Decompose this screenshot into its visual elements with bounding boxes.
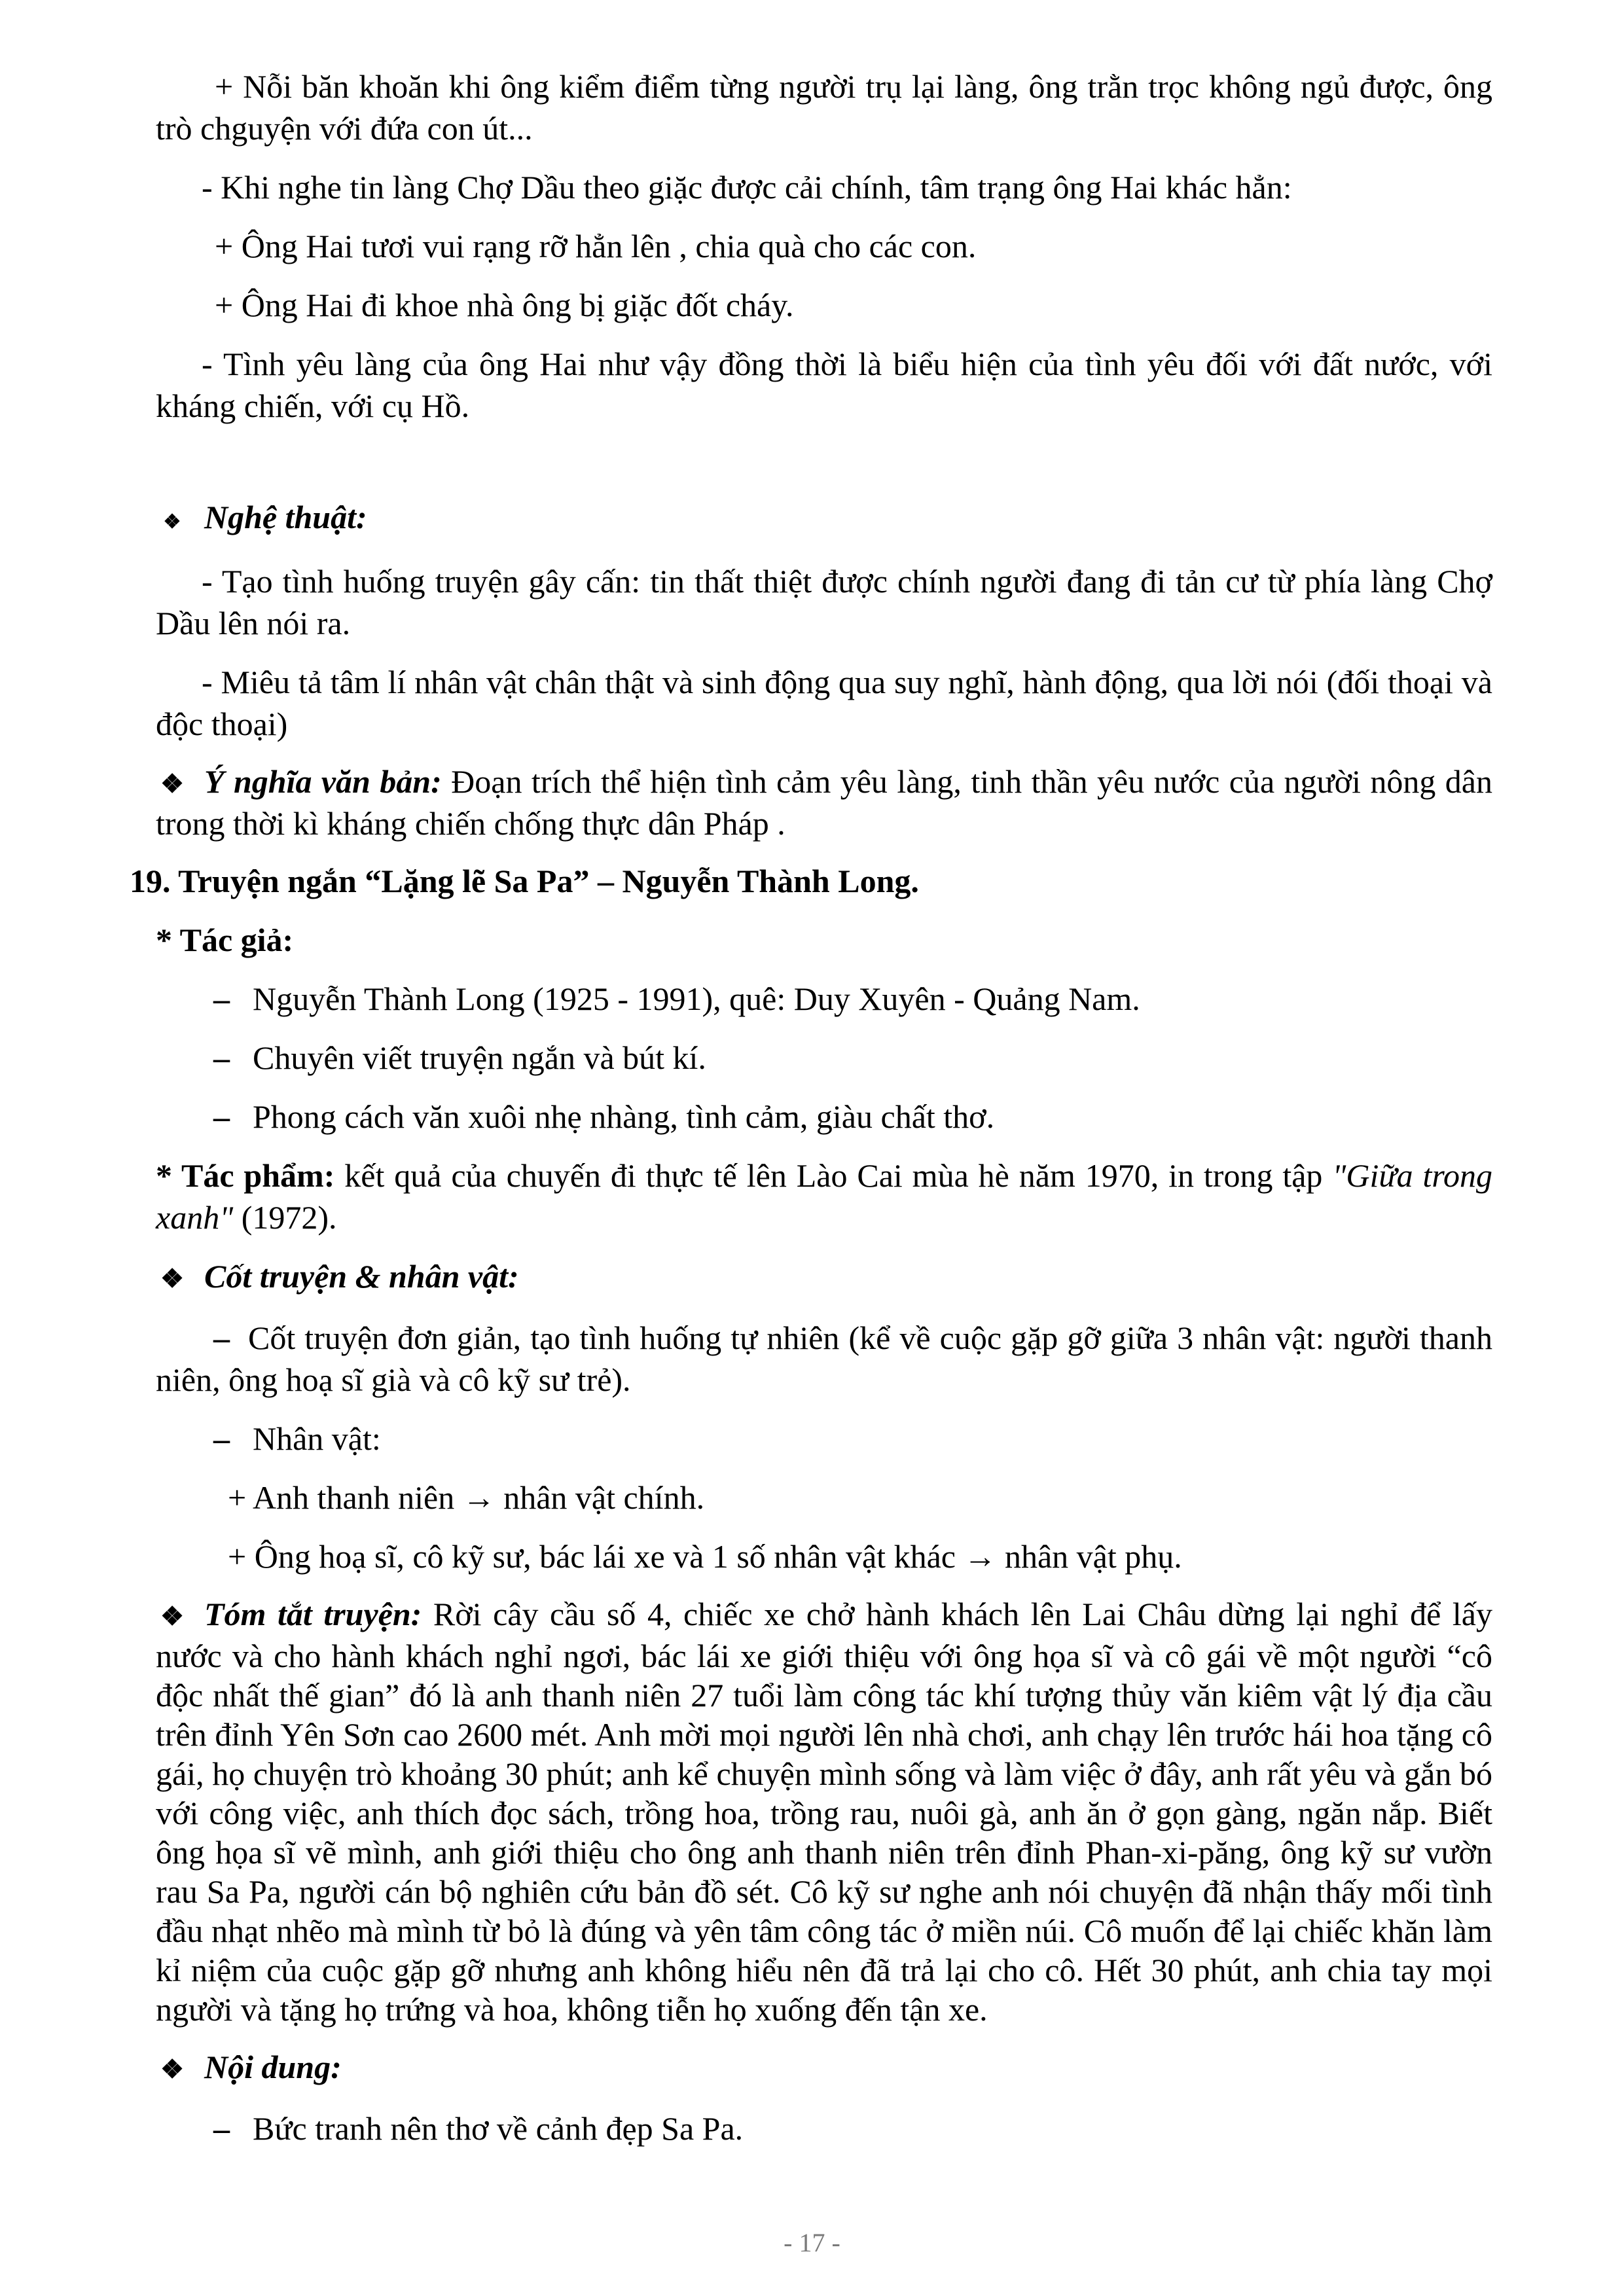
dash-bullet-icon: – xyxy=(213,1098,230,1135)
author-item: – Nguyễn Thành Long (1925 - 1991), quê: Duy Xuyên - Quảng Nam. xyxy=(156,978,1492,1020)
summary-label: Tóm tắt truyện: xyxy=(204,1596,422,1632)
author-item: – Phong cách văn xuôi nhẹ nhàng, tình cảm, giàu chất thơ. xyxy=(156,1096,1492,1138)
diamond-bullet-icon: ❖ xyxy=(163,511,181,533)
paragraph: + Ông Hai đi khoe nhà ông bị giặc đốt cháy. xyxy=(215,287,794,323)
character-item: – Nhân vật: xyxy=(156,1418,1492,1460)
content-item: – Bức tranh nên thơ về cảnh đẹp Sa Pa. xyxy=(156,2108,1492,2149)
meaning-label: Ý nghĩa văn bản: xyxy=(204,763,442,800)
meaning-paragraph xyxy=(156,762,1492,843)
section-heading: 19. Truyện ngắn “Lặng lẽ Sa Pa” – Nguyễn Thành Long. xyxy=(130,863,919,899)
character-main: + Anh thanh niên → nhân vật chính. xyxy=(228,1479,705,1516)
paragraph: - Khi nghe tin làng Chợ Dầu theo giặc được cải chính, tâm trạng ông Hai khác hẳn: xyxy=(202,169,1292,206)
content-heading xyxy=(156,2046,1492,2090)
diamond-bullet-icon: ❖ xyxy=(160,1602,184,1631)
work-label: * Tác phẩm: xyxy=(156,1157,335,1194)
diamond-bullet-icon: ❖ xyxy=(160,769,184,798)
art-heading xyxy=(156,496,1492,543)
meaning-text: Đoạn trích thể hiện tình cảm yêu làng, tinh thần yêu nước của người nông dân trong thời kì kháng chiến chống thực dân Pháp . xyxy=(156,763,1492,842)
content-label: Nội dung: xyxy=(204,2049,342,2085)
work-title: "Giữa trong xanh" xyxy=(156,1157,1493,1236)
plot-item: – Cốt truyện đơn giản, tạo tình huống tự nhiên (kể về cuộc gặp gỡ giữa 3 nhân vật: người thanh niên, ông hoạ sĩ già và cô kỹ sư trẻ). xyxy=(156,1319,1492,1398)
character-side: + Ông hoạ sĩ, cô kỹ sư, bác lái xe và 1 số nhân vật khác → nhân vật phụ. xyxy=(228,1538,1182,1575)
paragraph: + Nỗi băn khoăn khi ông kiểm điểm từng người trụ lại làng, ông trằn trọc không ngủ được, ông trò chguyện với đứa con út... xyxy=(156,68,1492,147)
paragraph: - Tình yêu làng của ông Hai như vậy đồng thời là biểu hiện của tình yêu đối với đất nước, với kháng chiến, với cụ Hồ. xyxy=(156,346,1492,424)
diamond-bullet-icon: ❖ xyxy=(160,2054,184,2084)
plot-heading xyxy=(156,1255,1492,1300)
art-item: - Miêu tả tâm lí nhân vật chân thật và sinh động qua suy nghĩ, hành động, qua lời nói (đối thoại và độc thoại) xyxy=(156,664,1492,742)
plot-label: Cốt truyện & nhân vật: xyxy=(204,1258,519,1295)
dash-bullet-icon: – xyxy=(213,2110,230,2147)
document-page xyxy=(130,65,1493,2166)
diamond-bullet-icon: ❖ xyxy=(160,1264,184,1293)
dash-bullet-icon: – xyxy=(213,980,230,1017)
art-label: Nghệ thuật: xyxy=(204,499,367,535)
author-label: * Tác giả: xyxy=(156,922,294,958)
work-paragraph: * Tác phẩm: kết quả của chuyến đi thực tế lên Lào Cai mùa hè năm 1970, in trong tập "Giữa trong xanh" (1972). xyxy=(156,1157,1493,1236)
dash-bullet-icon: – xyxy=(213,1319,230,1356)
author-item: – Chuyên viết truyện ngắn và bút kí. xyxy=(156,1037,1492,1079)
paragraph: + Ông Hai tươi vui rạng rỡ hẳn lên , chia quà cho các con. xyxy=(215,228,977,264)
summary-paragraph xyxy=(156,1594,1492,2029)
spacer xyxy=(156,444,1492,496)
dash-bullet-icon: – xyxy=(213,1420,230,1457)
summary-text: Rời cây cầu số 4, chiếc xe chở hành khách lên Lai Châu dừng lại nghỉ để lấy nước và cho hành khách nghỉ ngơi, bác lái xe giới thiệu với ông họa sĩ và cô gái về một người “cô độc nhất thế gian” đó là anh thanh niên 27 tuổi làm công tác khí tượng thủy văn kiêm vật lý địa cầu trên đỉnh Yên Sơn cao 2600 mét. Anh mời mọi người lên nhà chơi, anh chạy lên trước hái hoa tặng cô gái, họ chuyện trò khoảng 30 phút; anh kể chuyện mình sống và làm việc ở đây, anh rất yêu và gắn bó với công việc, anh thích đọc sách, trồng hoa, trồng rau, nuôi gà, anh ăn ở gọn gàng, ngăn nắp. Biết ông họa sĩ vẽ mình, anh giới thiệu cho ông anh thanh niên trên đỉnh Phan-xi-păng, ông kỹ sư vườn rau Sa Pa, người cán bộ nghiên cứu bản đồ sét. Cô kỹ sư nghe anh nói chuyện đã nhận thấy mối tình đầu nhạt nhẽo mà mình từ bỏ là đúng và yên tâm công tác ở miền núi. Cô muốn để lại chiếc khăn làm kỉ niệm của cuộc gặp gỡ nhưng anh không hiểu nên đã trả lại cho cô. Hết 30 phút, anh chia tay mọi người và tặng họ trứng và hoa, không tiễn họ xuống đến tận xe. xyxy=(156,1596,1493,2028)
page-number: - 17 - xyxy=(784,2228,840,2257)
dash-bullet-icon: – xyxy=(213,1039,230,1076)
art-item: - Tạo tình huống truyện gây cấn: tin thất thiệt được chính người đang đi tản cư từ phía làng Chợ Dầu lên nói ra. xyxy=(156,563,1492,641)
